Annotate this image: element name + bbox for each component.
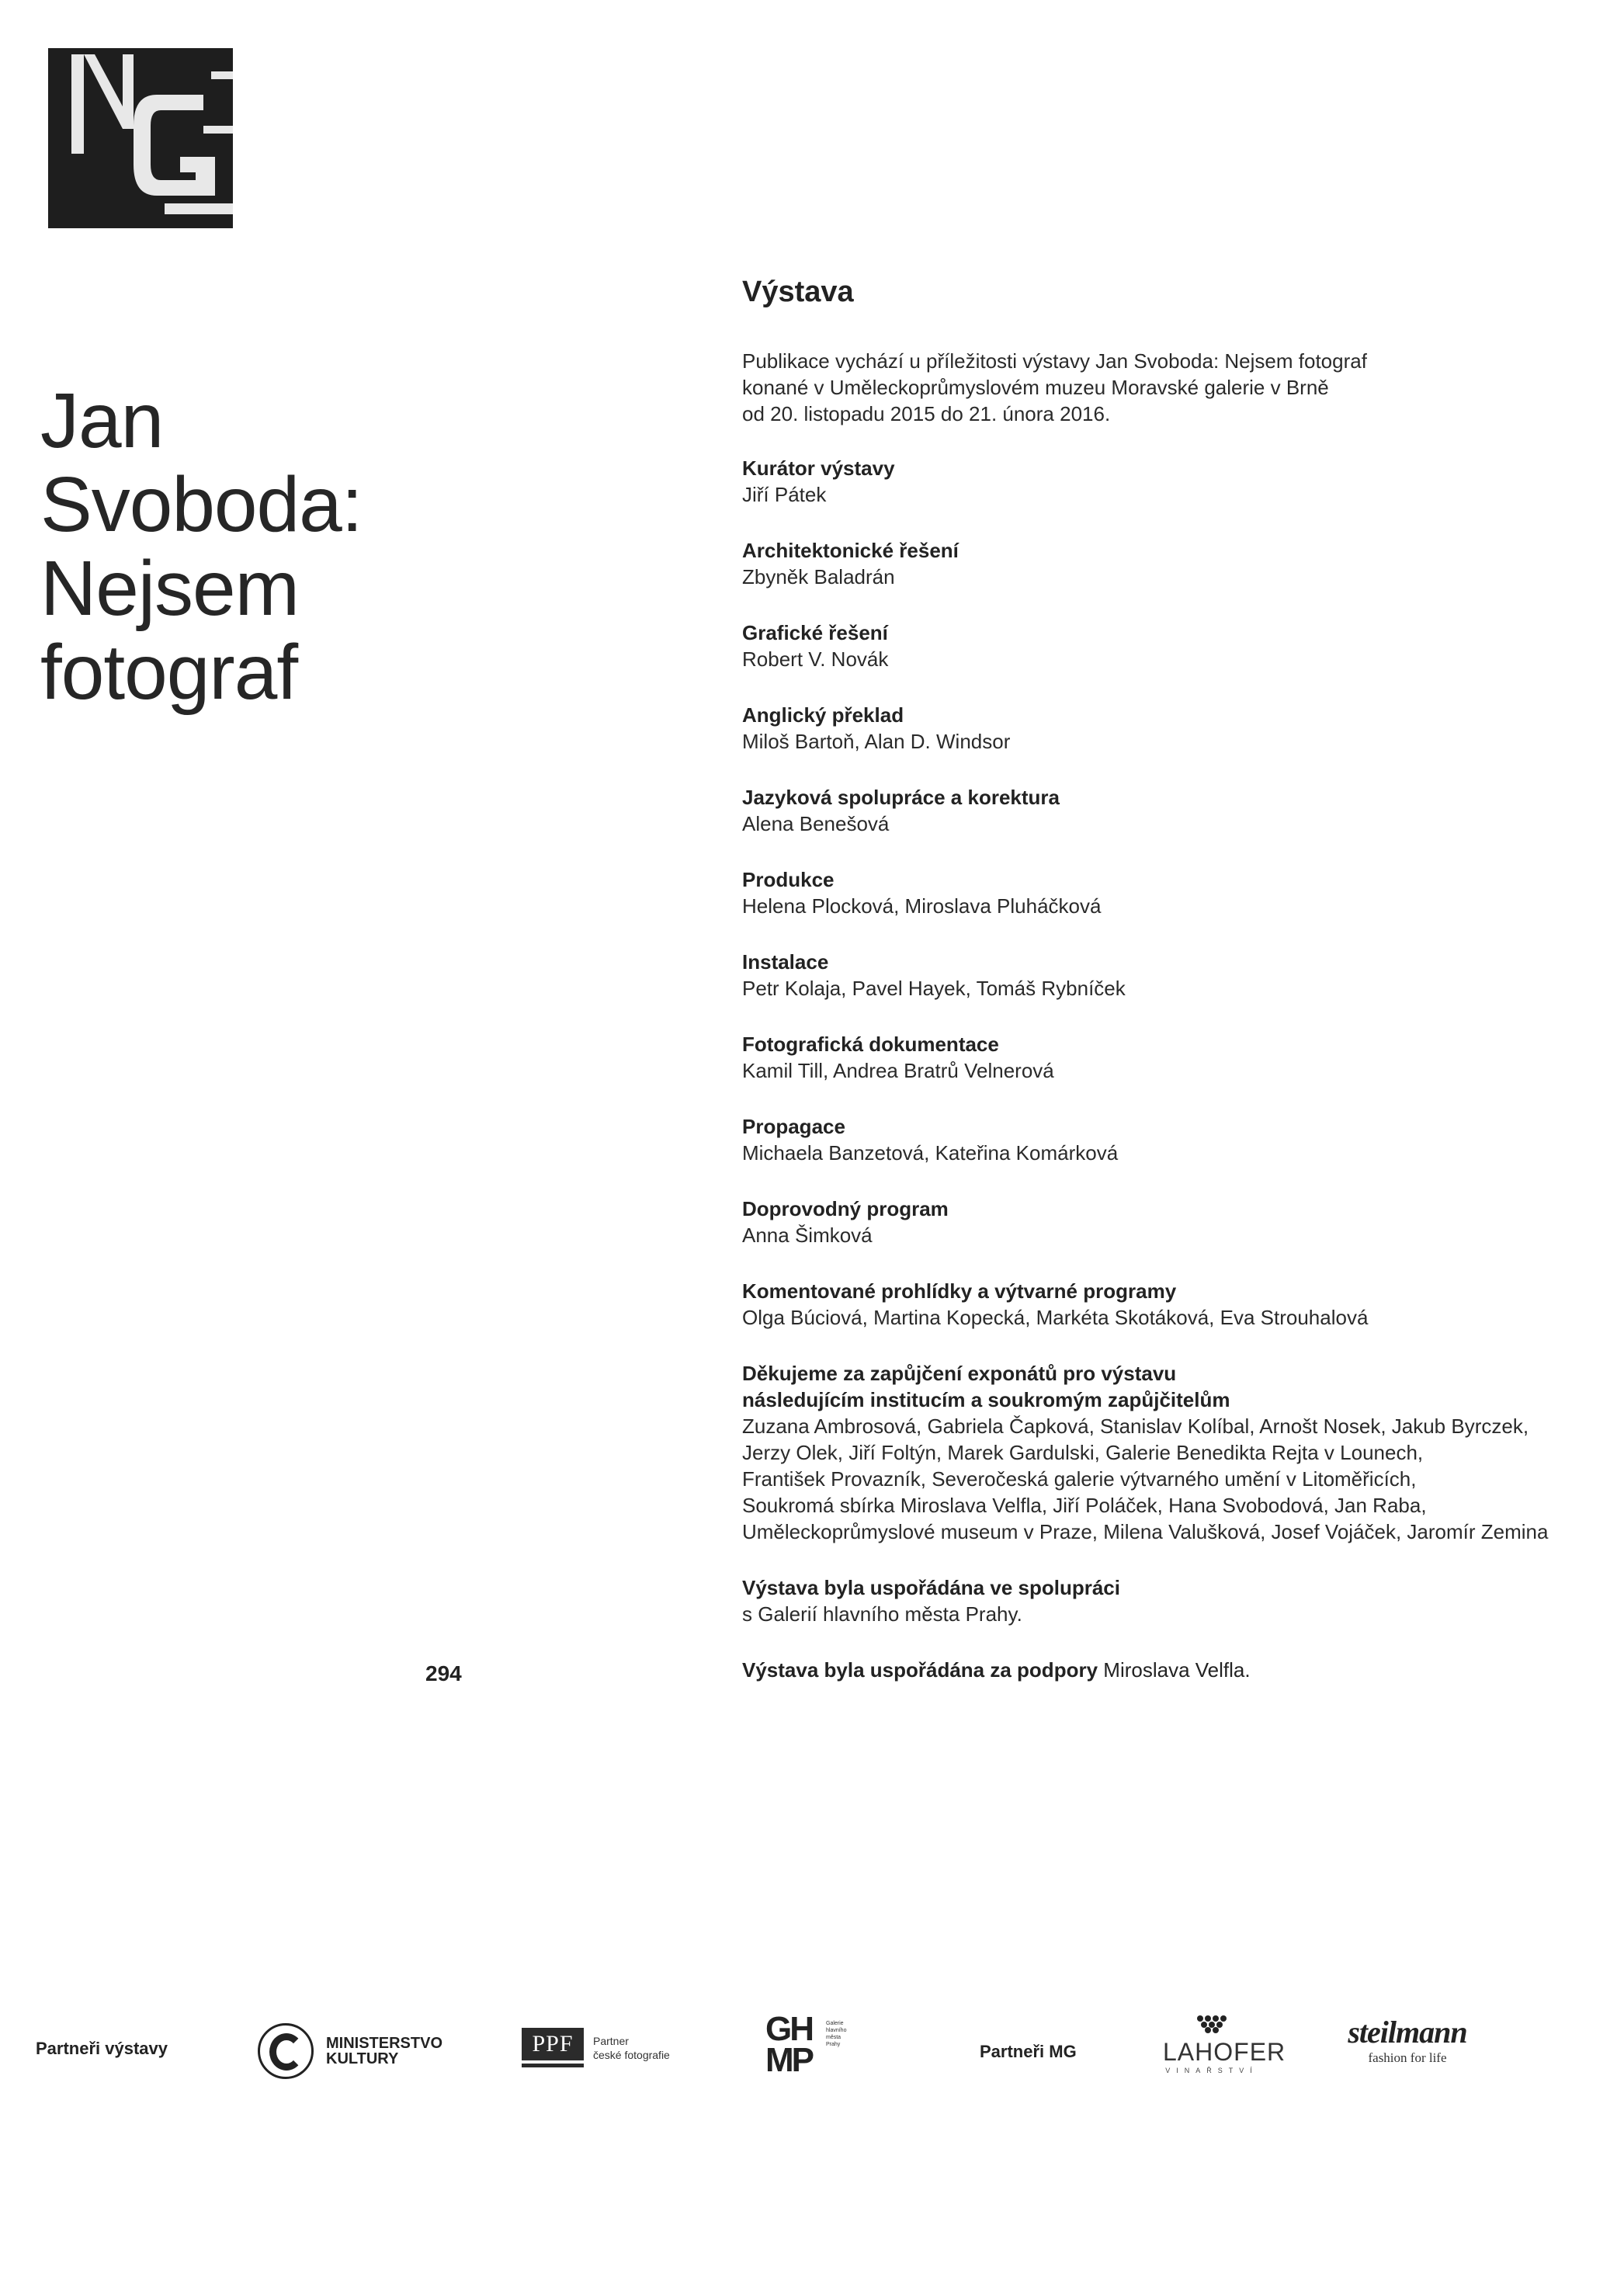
credit-label: Doprovodný program	[742, 1197, 949, 1220]
credit-value: Olga Búciová, Martina Kopecká, Markéta Skotáková, Eva Strouhalová	[742, 1306, 1369, 1329]
credit-label: Komentované prohlídky a výtvarné programy	[742, 1279, 1177, 1303]
intro-line: Publikace vychází u příležitosti výstavy Jan Svoboda: Nejsem fotograf	[742, 349, 1367, 373]
credit-value: Robert V. Novák	[742, 647, 889, 671]
credit-installation	[742, 949, 1604, 1001]
credit-label: Děkujeme za zapůjčení exponátů pro výstavu	[742, 1362, 1177, 1385]
ghmp-logo	[765, 2010, 859, 2085]
credit-graphic-design	[742, 620, 1604, 672]
ppf-caption-line: české fotografie	[593, 2049, 670, 2061]
credit-value: s Galerií hlavního města Prahy.	[742, 1602, 1022, 1626]
ministry-name	[326, 2036, 442, 2067]
credit-label: Kurátor výstavy	[742, 456, 895, 480]
credit-value: Anna Šimková	[742, 1224, 873, 1247]
intro-line: konané v Uměleckoprůmyslovém muzeu Moravské galerie v Brně	[742, 376, 1329, 399]
credit-value: František Provazník, Severočeská galerie výtvarného umění v Litoměřicích,	[742, 1467, 1417, 1491]
credit-label: následujícím institucím a soukromým zapůjčitelům	[742, 1388, 1230, 1411]
credit-value: Zbyněk Baladrán	[742, 565, 895, 588]
credit-architecture	[742, 537, 1604, 590]
ppf-underline	[522, 2064, 584, 2067]
ppf-caption-line: Partner	[593, 2035, 629, 2047]
ghmp-caption-line: města	[826, 2035, 841, 2040]
credit-value: Kamil Till, Andrea Bratrů Velnerová	[742, 1059, 1054, 1082]
credit-value: Helena Plocková, Miroslava Pluháčková	[742, 894, 1102, 918]
credit-guided-tours	[742, 1278, 1604, 1331]
ghmp-mark-line: MP	[765, 2041, 812, 2079]
credits-column	[742, 273, 1604, 1713]
credit-label: Instalace	[742, 950, 829, 974]
credit-photo-documentation	[742, 1031, 1604, 1084]
credit-label: Produkce	[742, 868, 835, 891]
ghmp-mark	[765, 2010, 820, 2079]
credit-cooperation	[742, 1574, 1604, 1627]
section-heading: Výstava	[742, 276, 854, 308]
ghmp-caption-line: Prahy	[826, 2042, 841, 2047]
credit-value: Uměleckoprůmyslové museum v Praze, Milena Valušková, Josef Vojáček, Jaromír Zemina	[742, 1520, 1549, 1543]
ppf-logo	[522, 2028, 700, 2074]
title-line: Jan	[40, 377, 164, 464]
ghmp-mark-line: GH	[765, 2010, 812, 2048]
ministry-c-icon	[269, 2033, 304, 2071]
credit-value: Jerzy Olek, Jiří Foltýn, Marek Gardulski, Galerie Benedikta Rejta v Lounech,	[742, 1441, 1424, 1464]
intro-paragraph	[742, 348, 1604, 427]
lahofer-subtitle: VINAŘSTVÍ	[1165, 2067, 1258, 2074]
credit-label: Fotografická dokumentace	[742, 1033, 999, 1056]
mg-logo-graphic	[48, 48, 233, 228]
partners-mg-label: Partneři MG	[980, 2042, 1077, 2061]
title-line: Svoboda:	[40, 461, 363, 548]
ministry-line: MINISTERSTVO	[326, 2035, 443, 2052]
credit-value: Michaela Banzetová, Kateřina Komárková	[742, 1141, 1119, 1165]
ministry-line: KULTURY	[326, 2050, 399, 2067]
steilmann-name: steilmann	[1348, 2015, 1467, 2050]
credit-accompanying-program	[742, 1196, 1604, 1248]
ppf-mark: PPF	[522, 2028, 584, 2060]
credit-value: Miloš Bartoň, Alan D. Windsor	[742, 730, 1011, 753]
ministry-of-culture-logo	[258, 2019, 460, 2087]
credit-label: Anglický překlad	[742, 703, 904, 727]
credit-value: Jiří Pátek	[742, 483, 827, 506]
page-number: 294	[425, 1661, 462, 1685]
intro-line: od 20. listopadu 2015 do 21. února 2016.	[742, 402, 1111, 425]
credit-value: Alena Benešová	[742, 812, 890, 835]
grapes-icon	[1163, 2014, 1261, 2039]
credit-value: Zuzana Ambrosová, Gabriela Čapková, Stanislav Kolíbal, Arnošt Nosek, Jakub Byrczek,	[742, 1415, 1529, 1438]
book-title	[40, 379, 444, 714]
credit-promotion	[742, 1113, 1604, 1166]
ministry-circle-icon	[258, 2023, 314, 2079]
ghmp-caption	[826, 2020, 857, 2048]
credit-label: Grafické řešení	[742, 621, 888, 644]
credit-support-line	[742, 1657, 1604, 1683]
credit-support	[742, 1657, 1604, 1683]
lahofer-name: LAHOFER	[1163, 2038, 1286, 2066]
credit-value: Petr Kolaja, Pavel Hayek, Tomáš Rybníček	[742, 977, 1126, 1000]
credit-production	[742, 866, 1604, 919]
steilmann-tagline: fashion for life	[1368, 2050, 1447, 2065]
ppf-caption	[593, 2034, 670, 2062]
credit-label: Výstava byla uspořádána ve spolupráci	[742, 1576, 1120, 1599]
credit-label: Propagace	[742, 1115, 845, 1138]
steilmann-logo	[1341, 2015, 1473, 2078]
mg-logo	[48, 48, 233, 228]
credit-label: Výstava byla uspořádána za podpory	[742, 1658, 1098, 1682]
ghmp-caption-line: Galerie	[826, 2021, 844, 2026]
partners-exhibition-label: Partneři výstavy	[36, 2039, 168, 2058]
ghmp-caption-line: hlavního	[826, 2028, 847, 2033]
lahofer-logo	[1163, 2014, 1286, 2095]
credit-value: Soukromá sbírka Miroslava Velfla, Jiří Poláček, Hana Svobodová, Jan Raba,	[742, 1494, 1427, 1517]
credit-lenders	[742, 1360, 1604, 1545]
credit-value: Miroslava Velfla.	[1103, 1658, 1251, 1682]
credit-label: Architektonické řešení	[742, 539, 959, 562]
credit-translation	[742, 702, 1604, 755]
title-line: fotograf	[40, 629, 298, 716]
credit-curator	[742, 455, 1604, 508]
credit-label: Jazyková spolupráce a korektura	[742, 786, 1060, 809]
title-line: Nejsem	[40, 545, 299, 632]
credit-proofreading	[742, 784, 1604, 837]
